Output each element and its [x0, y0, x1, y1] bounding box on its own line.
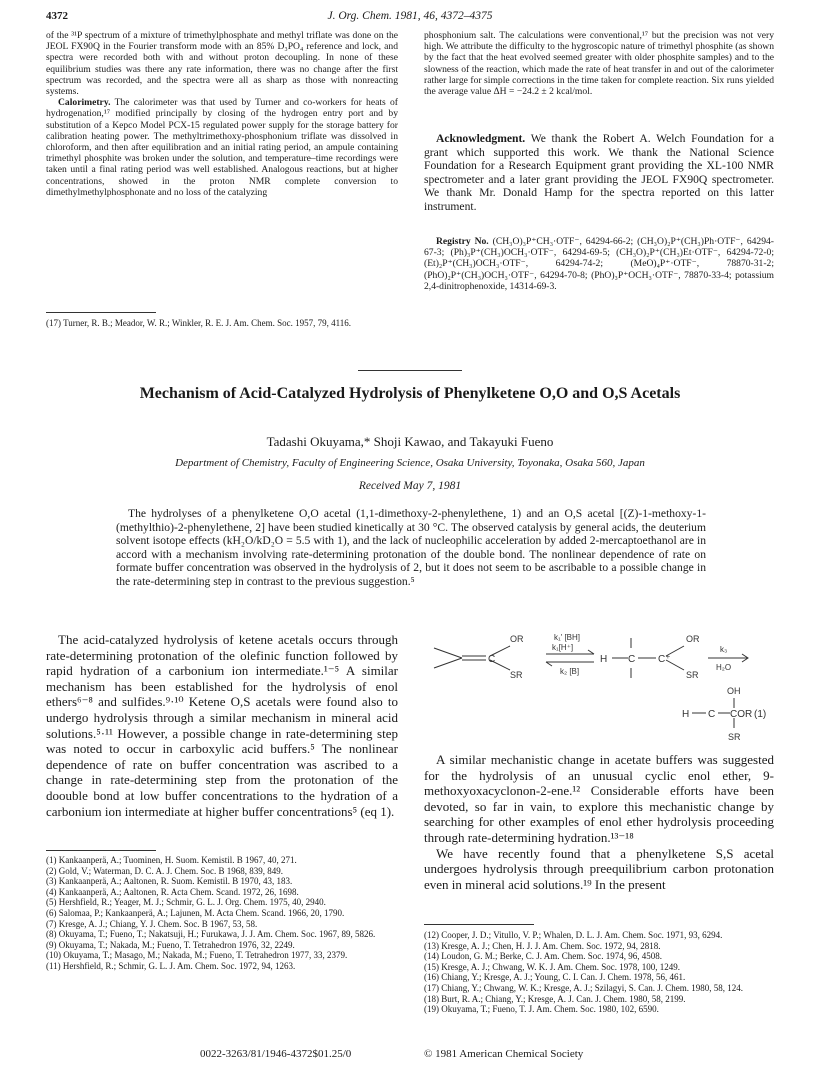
footnote-item: (3) Kankaanperä, A.; Aaltonen, R. Suom. Kemistil. B 1970, 43, 183.	[46, 876, 293, 887]
footer-copyright: © 1981 American Chemical Society	[424, 1048, 584, 1060]
footnote-item: (6) Salomaa, P.; Kankaanperä, A.; Lajunen, M. Acta Chem. Scand. 1966, 20, 1790.	[46, 907, 345, 918]
scheme-sr: SR	[510, 670, 523, 680]
scheme-h-label-2: H	[682, 709, 690, 720]
scheme-k3: k₃	[720, 645, 728, 654]
registry-text: (CH₃O)₃P⁺CH₃·OTF⁻, 64294-66-2; (CH₃O)₂P⁺(CH₃)Ph·OTF⁻, 64294-67-3; (Ph)₃P⁺(CH₃)OCH₃·OTF⁻, 64294-69-5; (CH₃O)₂P⁺(CH₃)Et·OTF⁻, 64294-72-0; (Et)₂P⁺(CH₃)OCH₃·OTF⁻, 64294-74-2; (MeO)₄P⁺·OTF⁻, 78870-31-2; (PhO)₂P⁺(CH₃)OCH₃·OTF⁻, 64294-70-8; (PhO)₃P⁺OCH₃·OTF⁻, 78870-33-4; potassium 2,4-dinitrophenoxide, 14314-69-3.	[424, 236, 774, 292]
scheme-eq-number: (1)	[754, 709, 767, 720]
ack-text: We thank the Robert A. Welch Foundation for a grant which supported this work. We thank the National Science Foundation for a Research Equipment grant providing the XL-100 NMR spectrometer and a later grant providing the JEOL FX90Q spectrometer. We thank Mr. Donald Hamp for the spectra reported on this latter instrument.	[424, 132, 774, 213]
footnote-item: (1) Kankaanperä, A.; Tuominen, H. Suom. Kemistil. B 1967, 40, 271.	[46, 855, 297, 865]
ack-heading: Acknowledgment.	[436, 132, 526, 145]
scheme-c-label: C	[628, 654, 636, 665]
scheme-c-label: C	[488, 654, 496, 665]
footnote-item: (15) Kresge, A. J.; Chwang, W. K. J. Am. Chem. Soc. 1978, 100, 1249.	[424, 961, 680, 972]
calc-paragraph: phosphonium salt. The calculations were conventional,¹⁷ but the precision was not very high. We attribute the difficulty to the hygroscopic nature of trimethyl phosphite (as shown by the fact that the heat evolved seemed greater with older phosphite samples) and to the slowness of the reaction, which made the rate of heat transfer in and out of the calorimeter rather large for simple corrections in the time taken for complete reaction. Six runs yielded the average value ΔH = −24.2 ± 2 kcal/mol.	[424, 30, 774, 98]
acknowledgment-block	[424, 132, 774, 214]
footnote-item: (11) Hershfield, R.; Schmir, G. L. J. Am. Chem. Soc. 1972, 94, 1263.	[46, 960, 296, 971]
nmr-paragraph: of the ³¹P spectrum of a mixture of trimethylphosphate and methyl triflate was done on the JEOL FX90Q in the Fourier transform mode with an 85% D₃PO₄ reference and lock, and spectra were recorded both with and without proton decoupling. In none of these equilibrium studies was there any rate information, there was no change after the first spectrum was recorded, and the spectra were all as sharp as those with nonreacting systems.	[46, 30, 398, 98]
footnote-item: (2) Gold, V.; Waterman, D. C. A. J. Chem. Soc. B 1968, 839, 849.	[46, 865, 284, 876]
article-divider	[358, 370, 462, 371]
footer-code: 0022-3263/81/1946-4372$01.25/0	[200, 1048, 352, 1060]
footnote-item: (9) Okuyama, T.; Nakada, M.; Fueno, T. Tetrahedron 1976, 32, 2249.	[46, 939, 295, 950]
calorimetry-text: The calorimeter was that used by Turner and co-workers for heats of hydrogenation,¹⁷ modified principally by closing of the hydrogen entry port and by substitution of a Kepco Model PCX-15 regulated power supply for the storage battery for calibration heating power. The methyltrimethoxy-phosphonium triflate was dissolved in chloroform, and then after equilibration and an initial rating period, an ampule containing trimethyl phosphite was broken under the solution, and temperature–time recordings were taken until a final rating period was well established. Analogous reactions, but at higher concentrations, showed in the proton NMR complete conversion to dimethylmethylphosphonate and no loss of the catalyzing	[46, 97, 398, 198]
received-date: Received May 7, 1981	[358, 480, 462, 492]
reaction-scheme	[424, 628, 774, 750]
footnote-item: (4) Kankaanperä, A.; Aaltonen, R. Acta Chem. Scand. 1972, 26, 1698.	[46, 886, 299, 897]
footnote-item: (10) Okuyama, T.; Masago, M.; Nakada, M.; Fueno, T. Tetrahedron 1977, 33, 2379.	[46, 950, 348, 961]
scheme-k1h: k₁[H⁺]	[552, 643, 574, 652]
footnote-divider	[46, 312, 156, 313]
footnote-item: (12) Cooper, J. D.; Vitullo, V. P.; Whalen, D. L. J. Am. Chem. Soc. 1971, 93, 6294.	[424, 930, 723, 940]
registry-heading: Registry No.	[436, 236, 489, 247]
running-header: J. Org. Chem. 1981, 46, 4372–4375	[327, 10, 493, 22]
body-right-paragraph-1: A similar mechanistic change in acetate buffers was suggested for the hydrolysis of an unusual cyclic enol ether, 9-methoxyoxacyclonon-2-ene.¹² Considerable efforts have been devoted, so far in vain, to explore this mechanistic change by searching for other examples of enol ether hydrolysis proceeding through rate-determining hydration.¹³⁻¹⁸	[424, 752, 774, 845]
left-top-column	[46, 30, 398, 198]
scheme-k2: k₂ [B]	[560, 667, 580, 676]
scheme-or: OR	[510, 634, 524, 644]
scheme-cplus-label: C⁺	[658, 654, 671, 665]
footnote-item: (7) Kresge, A. J.; Chiang, Y. J. Chem. Soc. B 1967, 53, 58.	[46, 918, 258, 929]
body-left-paragraph: The acid-catalyzed hydrolysis of ketene acetals occurs through rate-determining protonation of the olefinic function followed by rapid hydration of a carbonium ion intermediate.¹⁻⁵ A similar mechanism has been established for the hydrolysis of enol ethers⁶⁻⁸ and sulfides.⁹·¹⁰ Ketene O,S acetals were found also to undergo hydrolysis through a similar mechanism in mineral acid solutions.⁵·¹¹ However, a possible change in rate-determining step was noted to occur in carboxylic acid buffers.⁵ The nonlinear dependence of rate on buffer concentration was ascribed to a change in rate-determining step from the protonation of the doouble bond at low buffer concentrations to the hydration of a carbonium ion intermediate at higher buffer concentrations⁵ (eq 1).	[46, 632, 398, 819]
footnotes-left	[46, 855, 398, 972]
scheme-oh: OH	[727, 686, 741, 696]
footnote-item: (5) Hershfield, R.; Yeager, M. J.; Schmir, G. L. J. Org. Chem. 1975, 40, 2940.	[46, 897, 326, 908]
footnote-item: (14) Loudon, G. M.; Berke, C. J. Am. Chem. Soc. 1974, 96, 4508.	[424, 951, 662, 962]
body-footnote-divider-left	[46, 850, 156, 851]
footnotes-right	[424, 930, 774, 1015]
footnote-item: (17) Chiang, Y.; Chwang, W. K.; Kresge, A. J.; Szilagyi, S. Can. J. Chem. 1980, 58, 124.	[424, 982, 743, 993]
footnote-item: (18) Burt, R. A.; Chiang, Y.; Kresge, A. J. Can. J. Chem. 1980, 58, 2199.	[424, 993, 686, 1004]
footnote-item: (19) Okuyama, T.; Fueno, T. J. Am. Chem. Soc. 1980, 102, 6590.	[424, 1004, 659, 1015]
body-right-column	[424, 752, 774, 892]
footnote-item: (8) Okuyama, T.; Fueno, T.; Nakatsuji, H.; Furukawa, J. J. Am. Chem. Soc. 1967, 89, 5826.	[46, 929, 376, 940]
scheme-k1: k₁' [BH]	[554, 633, 581, 642]
calorimetry-heading: Calorimetry.	[58, 97, 111, 109]
calorimetry-paragraph	[46, 97, 398, 198]
footnote-item: (13) Kresge, A. J.; Chen, H. J. J. Am. Chem. Soc. 1972, 94, 2818.	[424, 940, 661, 951]
footnote-17: (17) Turner, R. B.; Meador, W. R.; Winkler, R. E. J. Am. Chem. Soc. 1957, 79, 4116.	[46, 318, 352, 328]
body-right-paragraph-2: We have recently found that a phenylketene S,S acetal undergoes hydrolysis through preequilibrium carbon protonation even in mineral acid solutions.¹⁹ In the present	[424, 845, 774, 892]
registry-block	[424, 236, 774, 292]
page-number: 4372	[46, 10, 68, 22]
scheme-c-label-2: C	[708, 709, 716, 720]
scheme-cor: COR	[730, 709, 753, 720]
scheme-sr-2: SR	[686, 670, 699, 680]
scheme-sr-3: SR	[728, 732, 741, 742]
right-top-column	[424, 30, 774, 97]
affiliation: Department of Chemistry, Faculty of Engineering Science, Osaka University, Toyonaka, Osaka 560, Japan	[175, 457, 645, 469]
scheme-or-2: OR	[686, 634, 700, 644]
body-footnote-divider-right	[424, 924, 534, 925]
abstract: The hydrolyses of a phenylketene O,O acetal (1,1-dimethoxy-2-phenylethene, 1) and an O,S acetal [(Z)-1-methoxy-1-(methylthio)-2-phenylethene, 2] have been studied kinetically at 30 °C. The observed catalysis by general acids, the deuterium solvent isotope effects (kH₂O/kD₂O = 5.5 with 1), and the lack of nucleophilic acceleration by added 2-mercaptoethanol are in accord with a mechanism involving rate-determining protonation of the double bond. The nonlinear dependence of rate on formate buffer concentration was observed in the hydrolysis of 2, but it does not seem to be ascribable to a possible change in the rate-determining step in contrast to the previous suggestion.⁵	[116, 507, 706, 588]
footnote-item: (16) Chiang, Y.; Kresge, A. J.; Young, C. I. Can. J. Chem. 1978, 56, 461.	[424, 972, 686, 983]
scheme-h-label: H	[600, 654, 608, 665]
scheme-h2o: H₂O	[716, 663, 732, 672]
article-title: Mechanism of Acid-Catalyzed Hydrolysis of Phenylketene O,O and O,S Acetals	[139, 385, 681, 402]
authors: Tadashi Okuyama,* Shoji Kawao, and Takayuki Fueno	[266, 434, 554, 449]
